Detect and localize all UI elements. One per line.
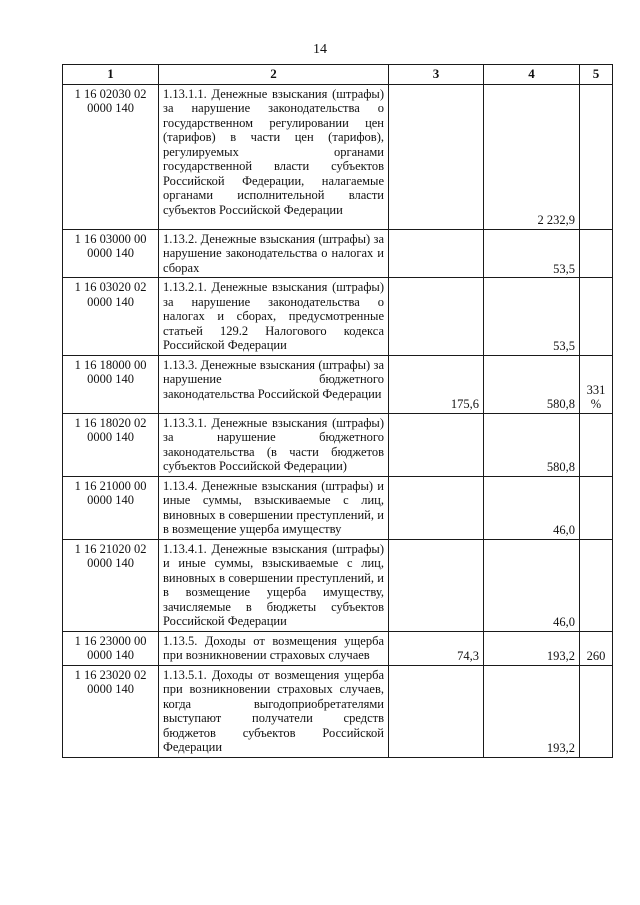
table-row	[63, 665, 613, 757]
col5-value-cell	[580, 229, 613, 278]
table-row	[63, 229, 613, 278]
col3-value-cell	[389, 476, 484, 539]
budget-code-cell: 1 16 02030 02 0000 140	[63, 84, 159, 229]
table-row	[63, 476, 613, 539]
description-cell: 1.13.3.1. Денежные взыскания (штрафы) за нарушение бюджетного законодательства (в части бюджетов субъектов Российской Федерации)	[159, 413, 389, 476]
description-cell: 1.13.4.1. Денежные взыскания (штрафы) и иные суммы, взыскиваемые с лиц, виновных в совершении преступлений, и в возмещение ущерба имуществу, зачисляемые в бюджеты субъектов Российской Федерации	[159, 539, 389, 631]
col4-value-cell: 580,8	[484, 355, 580, 413]
col4-value-cell: 193,2	[484, 665, 580, 757]
table-header-row	[63, 65, 613, 85]
description-cell: 1.13.2. Денежные взыскания (штрафы) за нарушение законодательства о налогах и сборах	[159, 229, 389, 278]
budget-code-cell: 1 16 23020 02 0000 140	[63, 665, 159, 757]
description-cell: 1.13.2.1. Денежные взыскания (штрафы) за нарушение законодательства о налогах и сборах, предусмотренные статьей 129.2 Налогового кодекса Российской Федерации	[159, 278, 389, 356]
page-number: 14	[313, 42, 327, 57]
col3-value-cell	[389, 84, 484, 229]
table-row	[63, 84, 613, 229]
col5-value-cell	[580, 413, 613, 476]
budget-code-cell: 1 16 21020 02 0000 140	[63, 539, 159, 631]
revenue-table	[62, 64, 613, 758]
header-col-5: 5	[580, 65, 613, 85]
col4-value-cell: 2 232,9	[484, 84, 580, 229]
col4-value-cell: 46,0	[484, 476, 580, 539]
col3-value-cell	[389, 665, 484, 757]
description-cell: 1.13.4. Денежные взыскания (штрафы) и иные суммы, взыскиваемые с лиц, виновных в совершении преступлений, и в возмещение ущерба имуществу	[159, 476, 389, 539]
col3-value-cell	[389, 413, 484, 476]
description-cell: 1.13.5.1. Доходы от возмещения ущерба при возникновении страховых случаев, когда выгодоприобретателями выступают получатели средств бюджетов субъектов Российской Федерации	[159, 665, 389, 757]
budget-code-cell: 1 16 18020 02 0000 140	[63, 413, 159, 476]
budget-code-cell: 1 16 18000 00 0000 140	[63, 355, 159, 413]
col5-value-cell	[580, 665, 613, 757]
header-col-1: 1	[63, 65, 159, 85]
col3-value-cell: 74,3	[389, 631, 484, 665]
budget-code-cell: 1 16 03000 00 0000 140	[63, 229, 159, 278]
col3-value-cell	[389, 229, 484, 278]
col5-value-cell	[580, 476, 613, 539]
budget-code-cell: 1 16 23000 00 0000 140	[63, 631, 159, 665]
description-cell: 1.13.5. Доходы от возмещения ущерба при возникновении страховых случаев	[159, 631, 389, 665]
col5-value-cell	[580, 539, 613, 631]
table-row	[63, 355, 613, 413]
budget-code-cell: 1 16 03020 02 0000 140	[63, 278, 159, 356]
col5-value-cell	[580, 278, 613, 356]
col4-value-cell: 53,5	[484, 278, 580, 356]
col3-value-cell	[389, 539, 484, 631]
col4-value-cell: 580,8	[484, 413, 580, 476]
col4-value-cell: 53,5	[484, 229, 580, 278]
table-row	[63, 278, 613, 356]
budget-code-cell: 1 16 21000 00 0000 140	[63, 476, 159, 539]
description-cell: 1.13.1.1. Денежные взыскания (штрафы) за нарушение законодательства о государственном регулировании цен (тарифов) в части цен (тарифов), регулируемых органами государственной власти субъектов Российской Федерации, налагаемые органами исполнительной власти субъектов Российской Федерации	[159, 84, 389, 229]
col3-value-cell: 175,6	[389, 355, 484, 413]
col5-value-cell	[580, 84, 613, 229]
header-col-2: 2	[159, 65, 389, 85]
col3-value-cell	[389, 278, 484, 356]
col5-value-cell: 331 %	[580, 355, 613, 413]
header-col-4: 4	[484, 65, 580, 85]
table-row	[63, 631, 613, 665]
col5-value-cell: 260	[580, 631, 613, 665]
table-row	[63, 413, 613, 476]
col4-value-cell: 193,2	[484, 631, 580, 665]
table-row	[63, 539, 613, 631]
header-col-3: 3	[389, 65, 484, 85]
col4-value-cell: 46,0	[484, 539, 580, 631]
description-cell: 1.13.3. Денежные взыскания (штрафы) за нарушение бюджетного законодательства Российской Федерации	[159, 355, 389, 413]
